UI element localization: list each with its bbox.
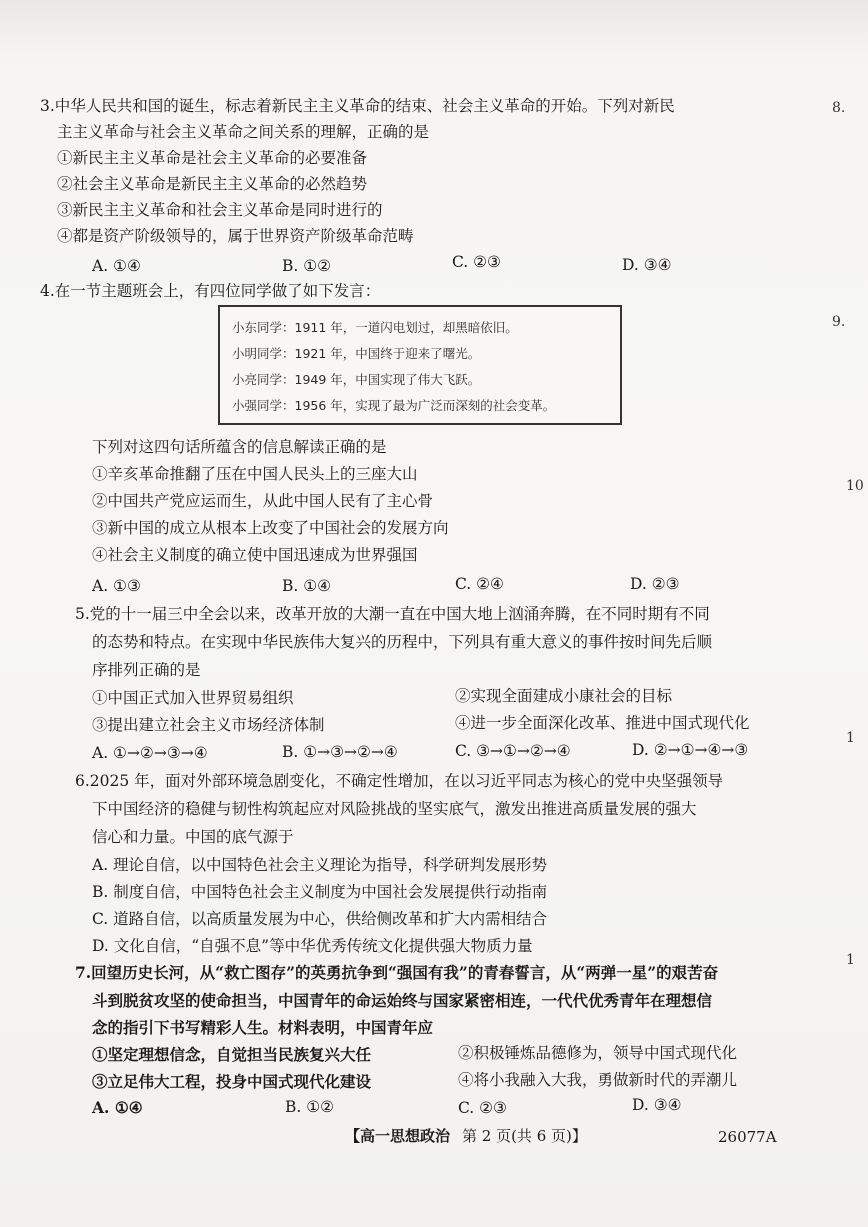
q4-question: 下列对这四句话所蕴含的信息解读正确的是	[92, 438, 387, 456]
q6-option-c: C. 道路自信，以高质量发展为中心，供给侧改革和扩大内需相结合	[92, 910, 548, 928]
q3-stem-line2: 主主义革命与社会主义革命之间关系的理解，正确的是	[57, 123, 430, 141]
q4-item-2: ②中国共产党应运而生，从此中国人民有了主心骨	[92, 492, 434, 510]
q7-stem-line2: 斗到脱贫攻坚的使命担当，中国青年的命运始终与国家紧密相连，一代代优秀青年在理想信	[92, 991, 713, 1010]
q5-stem-line3: 序排列正确的是	[92, 661, 201, 679]
q4-item-3: ③新中国的成立从根本上改变了中国社会的发展方向	[92, 519, 449, 537]
quote-line-4: 小强同学：1956 年，实现了最为广泛而深刻的社会变革。	[232, 398, 556, 413]
q5-item-4: ④进一步全面深化改革、推进中国式现代化	[455, 714, 750, 732]
q3-item-4: ④都是资产阶级领导的，属于世界资产阶级革命范畴	[57, 227, 414, 245]
quote-box	[218, 305, 622, 425]
q7-stem-line3: 念的指引下书写精彩人生。材料表明，中国青年应	[92, 1018, 434, 1037]
q7-stem-line1: 7.回望历史长河，从“救亡图存”的英勇抗争到“强国有我”的青春誓言，从“两弹一星”的艰苦奋	[75, 963, 719, 982]
footer-page: 第 2 页(共 6 页)】	[462, 1127, 587, 1145]
q3-stem-line1: 3.中华人民共和国的诞生，标志着新民主主义革命的结束、社会主义革命的开始。下列对新民	[40, 97, 675, 115]
quote-line-3: 小亮同学：1949 年，中国实现了伟大飞跃。	[232, 372, 481, 387]
footer-code: 26077A	[718, 1128, 777, 1146]
q6-option-b: B. 制度自信，中国特色社会主义制度为中国社会发展提供行动指南	[92, 883, 548, 901]
margin-mark-12: 1	[846, 952, 855, 968]
q3-item-3: ③新民主主义革命和社会主义革命是同时进行的	[57, 201, 383, 219]
q5-option-c: C. ③→①→②→④	[455, 742, 571, 760]
q7-item-1: ①坚定理想信念，自觉担当民族复兴大任	[92, 1045, 372, 1064]
q4-stem: 4.在一节主题班会上，有四位同学做了如下发言：	[40, 282, 381, 300]
q7-item-4: ④将小我融入大我，勇做新时代的弄潮儿	[458, 1071, 738, 1089]
q7-item-2: ②积极锤炼品德修为，领导中国式现代化	[458, 1044, 738, 1062]
q7-option-a: A. ①④	[92, 1098, 143, 1117]
q3-option-a: A. ①④	[92, 257, 141, 275]
q7-option-c: C. ②③	[458, 1099, 507, 1117]
q4-option-c: C. ②④	[455, 575, 504, 593]
q7-item-3: ③立足伟大工程，投身中国式现代化建设	[92, 1072, 372, 1091]
q7-option-d: D. ③④	[632, 1096, 682, 1114]
margin-mark-10: 10	[846, 478, 864, 494]
q4-option-d: D. ②③	[630, 575, 680, 593]
q3-option-b: B. ①②	[282, 257, 332, 275]
margin-mark-11: 1	[846, 730, 855, 746]
q5-item-2: ②实现全面建成小康社会的目标	[455, 687, 673, 705]
quote-line-2: 小明同学：1921 年，中国终于迎来了曙光。	[232, 346, 481, 361]
q3-item-2: ②社会主义革命是新民主主义革命的必然趋势	[57, 175, 368, 193]
q4-option-b: B. ①④	[282, 577, 332, 595]
q6-option-d: D. 文化自信，“自强不息”等中华优秀传统文化提供强大物质力量	[92, 937, 533, 955]
q6-stem-line3: 信心和力量。中国的底气源于	[92, 828, 294, 846]
q5-item-1: ①中国正式加入世界贸易组织	[92, 689, 294, 707]
q3-option-d: D. ③④	[622, 256, 672, 274]
q5-stem-line1: 5.党的十一届三中全会以来，改革开放的大潮一直在中国大地上汹涌奔腾，在不同时期有不同	[75, 605, 710, 623]
q6-stem-line2: 下中国经济的稳健与韧性构筑起应对风险挑战的坚实底气，激发出推进高质量发展的强大	[92, 800, 697, 818]
footer-subject: 【高一思想政治	[345, 1127, 451, 1145]
q4-item-4: ④社会主义制度的确立使中国迅速成为世界强国	[92, 546, 418, 564]
margin-mark-9: 9.	[832, 314, 846, 330]
q4-item-1: ①辛亥革命推翻了压在中国人民头上的三座大山	[92, 465, 418, 483]
q4-option-a: A. ①③	[92, 577, 141, 595]
q3-option-c: C. ②③	[452, 253, 501, 271]
q5-option-a: A. ①→②→③→④	[92, 744, 208, 762]
q7-option-b: B. ①②	[285, 1098, 335, 1116]
q5-item-3: ③提出建立社会主义市场经济体制	[92, 716, 325, 734]
q5-option-d: D. ②→①→④→③	[632, 741, 749, 759]
quote-line-1: 小东同学：1911 年，一道闪电划过，却黑暗依旧。	[232, 320, 518, 335]
q6-stem-line1: 6.2025 年，面对外部环境急剧变化，不确定性增加，在以习近平同志为核心的党中央坚强领导	[75, 772, 724, 790]
q5-option-b: B. ①→③→②→④	[282, 743, 398, 761]
q5-stem-line2: 的态势和特点。在实现中华民族伟大复兴的历程中，下列具有重大意义的事件按时间先后顺	[92, 633, 713, 651]
q3-item-1: ①新民主主义革命是社会主义革命的必要准备	[57, 149, 368, 167]
q6-option-a: A. 理论自信，以中国特色社会主义理论为指导，科学研判发展形势	[92, 856, 548, 874]
margin-mark-8: 8.	[832, 100, 846, 116]
